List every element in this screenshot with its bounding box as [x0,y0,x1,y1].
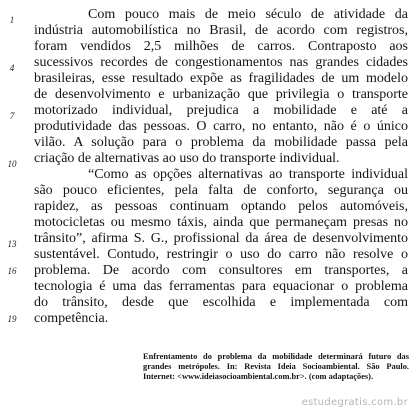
source-citation-line: Enfrentamento do problema da mobilidade determinará futuro das [143,352,409,361]
text-line: problema. De acordo com consultores em transportes, a [34,263,408,278]
line-number: 1 [9,15,15,25]
text-line: motocicletas ou mesmo táxis, ainda que permaneçam presas no [34,215,408,230]
text-line: do trânsito, desde que escolhida e implementada com [34,295,408,310]
text-line: de desenvolvimento e urbanização que privilegia o transporte [34,87,408,102]
line-number: 19 [7,314,17,324]
watermark: estudegratis.com.br [301,397,408,408]
text-line: vilão. A solução para o problema da mobilidade passa pela [34,135,408,150]
text-line: competência. [34,311,109,326]
line-number: 13 [7,239,17,249]
line-number: 16 [7,266,17,276]
text-line: foram vendidos 2,5 milhões de carros. Contraposto aos [34,39,408,54]
line-number: 10 [7,159,17,169]
text-line: brasileiras, esse resultado expõe as fragilidades de um modelo [34,71,408,86]
text-line: criação de alternativas ao uso do transporte individual. [34,151,340,166]
text-line: rapidez, as pessoas continuam optando pelos automóveis, [34,199,408,214]
line-number: 4 [9,63,15,73]
text-line: motorizado individual, prejudica a mobilidade e até a [34,103,408,118]
text-line: tecnologia é uma das ferramentas para equacionar o problema [34,279,408,294]
text-line: Com pouco mais de meio século de atividade da [88,7,408,22]
text-line: trânsito”, afirma S. G., profissional da área de desenvolvimento [34,231,408,246]
text-line: são pouco eficientes, pela falta de conforto, segurança ou [34,183,408,198]
source-citation-line: grandes metrópoles. In: Revista Ideia Socioambiental. São Paulo. [143,362,409,371]
text-line: indústria automobilística no Brasil, de acordo com registros, [34,23,408,38]
text-line: “Como as opções alternativas ao transporte individual [88,167,408,182]
text-line: sucessivos recordes de congestionamentos nas grandes cidades [34,55,408,70]
text-line: sustentável. Contudo, restringir o uso do carro não resolve o [34,247,408,262]
source-citation-line: Internet: <www.ideiasocioambiental.com.br>. (com adaptações). [143,372,374,381]
line-number: 7 [9,111,15,121]
text-line: produtividade das pessoas. O carro, no entanto, não é o único [34,119,408,134]
